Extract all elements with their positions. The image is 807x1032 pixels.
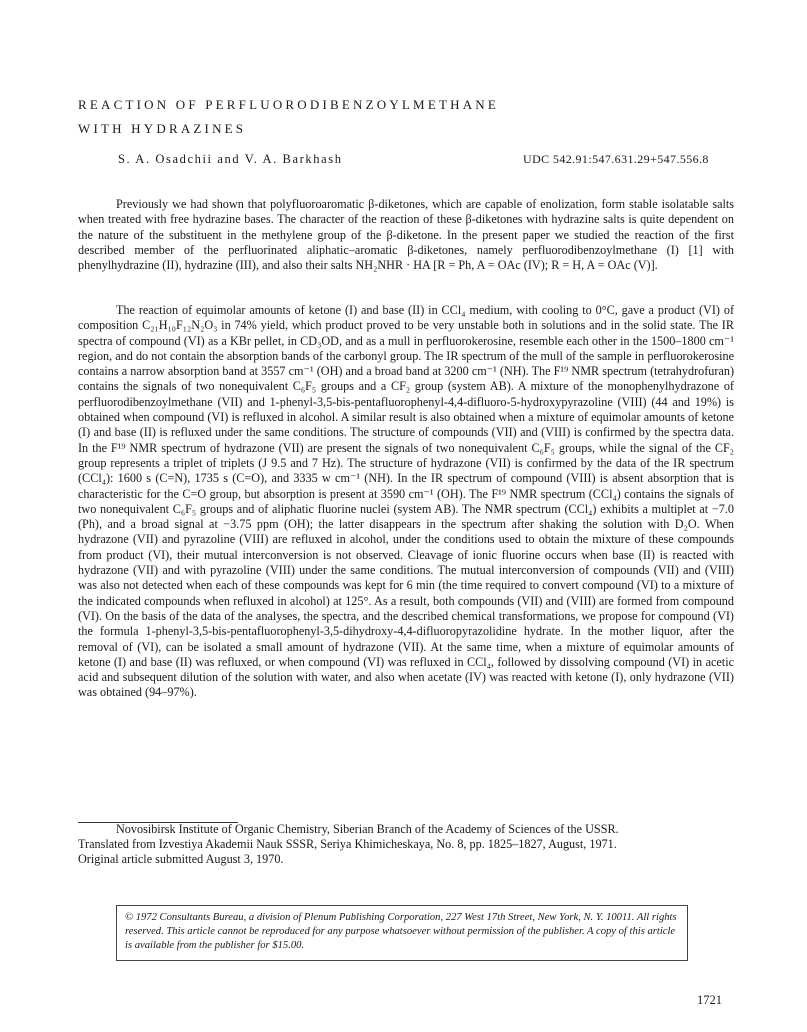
copyright-notice: © 1972 Consultants Bureau, a division of Plenum Publishing Corporation, 227 West 17th Street, New York, N. Y. 10011. All rights reserved. This article cannot be reproduced for any purpose whatsoever without permission of the publisher. A copy of this article is available from the publisher for $15.00. bbox=[116, 905, 688, 961]
authors: S. A. Osadchii and V. A. Barkhash bbox=[118, 152, 343, 166]
udc-code: UDC 542.91:547.631.29+547.556.8 bbox=[523, 152, 709, 166]
paragraph-body: The reaction of equimolar amounts of ketone (I) and base (II) in CCl₄ medium, with cooling to 0°C, gave a product (VI) of composition C₂₁H₁₀F₁₂N₂O₃ in 74% yield, which product proved to be very unstable both in solutions and in the solid state. The IR spectra of compound (VI) as a KBr pellet, in CD₃OD, and as a mull in perfluorokerosine, resemble each other in the 1500–1800 cm⁻¹ region, and do not contain the absorption bands of the carbonyl group. The IR spectrum of the mull of the sample in perfluorokerosine contains a narrow absorption band at 3557 cm⁻¹ (OH) and a broad band at 3200 cm⁻¹ (NH). The F¹⁹ NMR spectrum (tetrahydrofuran) contains the signals of two nonequivalent C₆F₅ groups and a CF₂ group (system AB). A mixture of the monophenylhydrazone of perfluorodibenzoylmethane (VII) and 1-phenyl-3,5-bis-pentafluorophenyl-4,4-difluoro-5-hydroxypyrazoline (VIII) (44 and 19%) is obtained when compound (VI) is refluxed in alcohol. A similar result is also obtained when a mixture of equimolar amounts of ketone (I) and base (II) is refluxed under the same conditions. The structure of compounds (VII) and (VIII) is confirmed by the spectra data. In the F¹⁹ NMR spectrum of hydrazone (VII) are present the signals of two nonequivalent C₆F₅ groups, while the signal of the CF₂ group represents a triplet of triplets (J 9.5 and 7 Hz). The structure of hydrazone (VII) is confirmed by the data of the IR spectrum (CCl₄): 1600 s (C=N), 1735 s (C=O), and 3335 w cm⁻¹ (NH). In the IR spectrum of compound (VIII) is absent absorption that is characteristic for the C=O group, but absorption is present at 3590 cm⁻¹ (OH). The F¹⁹ NMR spectrum (CCl₄) contains the signals of two nonequivalent C₆F₅ groups and of aliphatic fluorine nuclei (system AB). The NMR spectrum (CCl₄) exhibits a multiplet at −7.0 (Ph), and a broad signal at −3.75 ppm (OH); the latter disappears in the spectrum after shaking the solution with D₂O. When hydrazone (VII) and pyrazoline (VIII) are refluxed in alcohol, under the conditions used to obtain the mixture of these compounds from product (VI), their mutual interconversion is not observed. Cleavage of ionic fluorine occurs when base (II) is reacted with hydrazone (VII) and with pyrazoline (VIII) under the same conditions. The mutual interconversion of compounds (VII) and (VIII) was also not detected when each of these compounds was kept for 6 min (the time required to convert compound (VI) to a mixture of the indicated compounds when refluxed in alcohol) at 125°. As a result, both compounds (VII) and (VIII) are formed from compound (VI). On the basis of the data of the analyses, the spectra, and the described chemical transformations, we propose for compound (VI) the formula 1-phenyl-3,5-bis-pentafluorophenyl-3,5-dihydroxy-4,4-difluoropyrazolidine hydrate. In the mother liquor, after the removal of (VI), can be isolated a small amount of hydrazone (VII). At the same time, when a mixture of equimolar amounts of ketone (I) and base (II) was refluxed, or when compound (VI) was refluxed in CCl₄, followed by dissolving compound (VI) in acetic acid and subsequent dilution of the solution with water, and also when acetate (IV) was reacted with ketone (I), only hydrazone (VII) was obtained (94–97%). bbox=[78, 303, 734, 700]
article-title-line-2: WITH HYDRAZINES bbox=[78, 121, 247, 136]
affiliation-block bbox=[78, 822, 738, 867]
page-number: 1721 bbox=[697, 993, 722, 1007]
article-title-line-1: REACTION OF PERFLUORODIBENZOYLMETHANE bbox=[78, 97, 500, 112]
paragraph-intro: Previously we had shown that polyfluoroaromatic β-diketones, which are capable of enolization, form stable isolatable salts when treated with free hydrazine bases. The character of the reaction of these β-diketones with hydrazine salts is quite dependent on the nature of the substituent in the methylene group of the β-diketone. In the present paper we studied the reaction of the first described member of the perfluorinated aliphatic–aromatic β-diketones, namely perfluorodibenzoylmethane (I) [1] with phenylhydrazine (II), hydrazine (III), and also their salts NH₂NHR · HA [R = Ph, A = OAc (IV); R = H, A = OAc (V)]. bbox=[78, 197, 734, 273]
affiliation-translation: Translated from Izvestiya Akademii Nauk SSSR, Seriya Khimicheskaya, No. 8, pp. 1825–1827, August, 1971. bbox=[78, 837, 617, 851]
affiliation-submitted: Original article submitted August 3, 1970. bbox=[78, 852, 284, 866]
affiliation-institute: Novosibirsk Institute of Organic Chemistry, Siberian Branch of the Academy of Sciences of the USSR. bbox=[116, 822, 619, 836]
